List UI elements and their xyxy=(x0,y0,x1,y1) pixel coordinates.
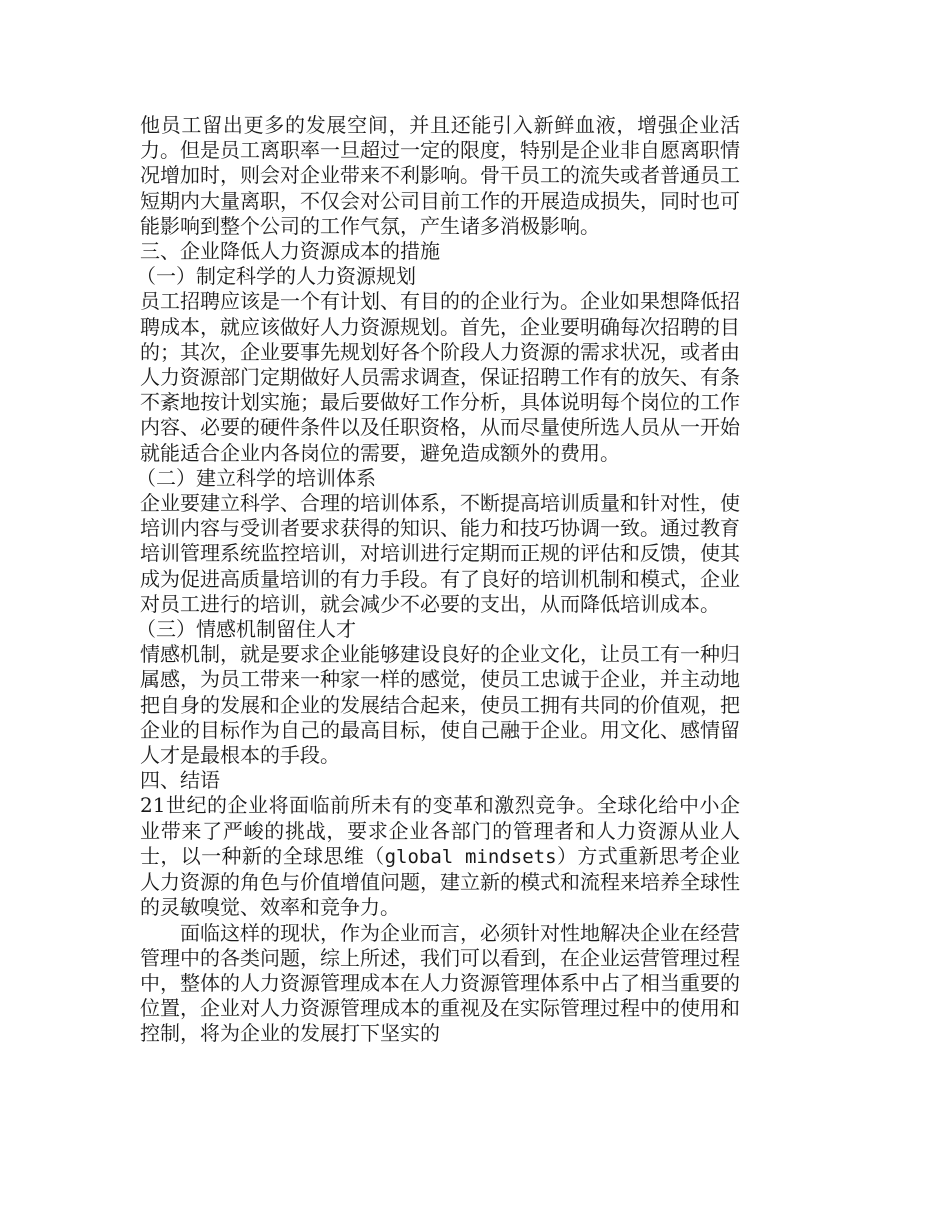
document-page xyxy=(136,113,741,1047)
subheading-3: （三）情感机制留住人才 xyxy=(136,617,356,642)
conclusion-text-start: 21世纪的企业将面临前所未有的变革和激烈竞争。全球化给中小企业带来了严峻的挑战，要求企业各部门的管理者和人力资源从业人士，以一种新的全球思维（ xyxy=(140,793,740,868)
paragraph-conclusion xyxy=(140,793,740,920)
subheading-1: （一）制定科学的人力资源规划 xyxy=(136,264,416,289)
conclusion-text-end: ）方式重新思考企业人力资源的角色与价值增值问题，建立新的模式和流程来培养全球性的灵敏嗅觉、效率和竞争力。 xyxy=(140,843,741,920)
paragraph-final: 面临这样的现状，作为企业而言，必须针对性地解决企业在经营管理中的各类问题，综上所述，我们可以看到，在企业运营管理过程中，整体的人力资源管理成本在人力资源管理体系中占了相当重要的位置，企业对人力资源管理成本的重视及在实际管理过程中的使用和控制，将为企业的发展打下坚实的 xyxy=(140,920,740,1046)
conclusion-term-global-mindsets: global mindsets xyxy=(384,845,557,868)
paragraph-emotional-mechanism: 情感机制，就是要求企业能够建设良好的企业文化，让员工有一种归属感，为员工带来一种家一样的感觉，使员工忠诚于企业，并主动地把自身的发展和企业的发展结合起来，使员工拥有共同的价值观，把企业的目标作为自己的最高目标，使自己融于企业。用文化、感情留人才是最根本的手段。 xyxy=(140,642,740,768)
paragraph-training-system: 企业要建立科学、合理的培训体系，不断提高培训质量和针对性，使培训内容与受训者要求获得的知识、能力和技巧协调一致。通过教育培训管理系统监控培训，对培训进行定期而正规的评估和反馈，使其成为促进高质量培训的有力手段。有了良好的培训机制和模式，企业对员工进行的培训，就会减少不必要的支出，从而降低培训成本。 xyxy=(140,491,740,616)
paragraph-recruitment-planning: 员工招聘应该是一个有计划、有目的的企业行为。企业如果想降低招聘成本，就应该做好人力资源规划。首先，企业要明确每次招聘的目的；其次，企业要事先规划好各个阶段人力资源的需求状况，或者由人力资源部门定期做好人员需求调查，保证招聘工作有的放矢、有条不紊地按计划实施；最后要做好工作分析，具体说明每个岗位的工作内容、必要的硬件条件以及任职资格，从而尽量使所选人员从一开始就能适合企业内各岗位的需要，避免造成额外的费用。 xyxy=(140,289,740,465)
section-heading-4: 四、结语 xyxy=(140,768,220,793)
section-heading-3: 三、企业降低人力资源成本的措施 xyxy=(140,239,440,264)
intro-paragraph: 他员工留出更多的发展空间，并且还能引入新鲜血液，增强企业活力。但是员工离职率一旦超过一定的限度，特别是企业非自愿离职情况增加时，则会对企业带来不利影响。骨干员工的流失或者普通员工短期内大量离职，不仅会对公司目前工作的开展造成损失，同时也可能影响到整个公司的工作气氛，产生诸多消极影响。 xyxy=(140,113,740,238)
subheading-2: （二）建立科学的培训体系 xyxy=(136,465,376,490)
